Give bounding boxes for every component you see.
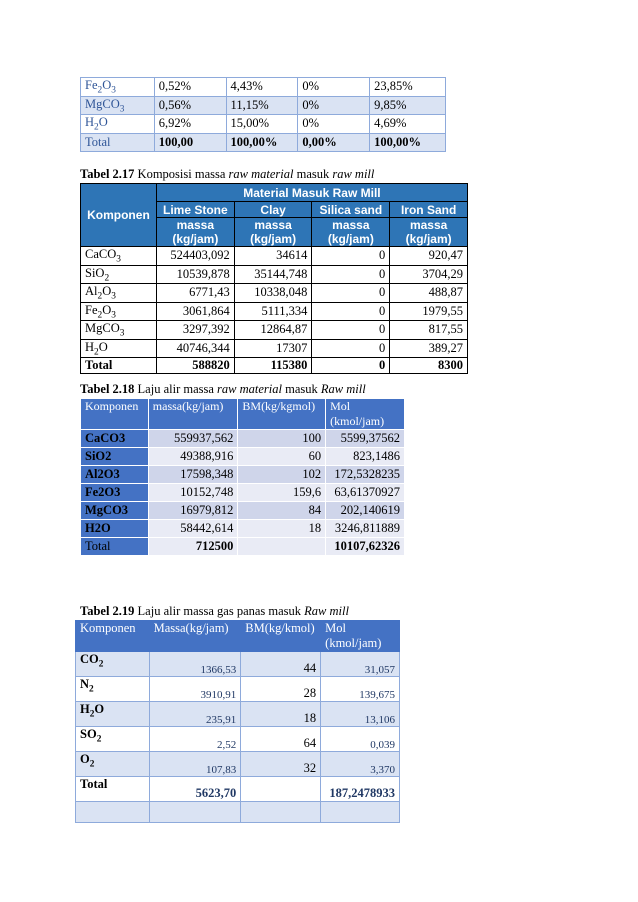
header-cell: Komponen — [76, 621, 150, 652]
cell-value: 823,1486 — [326, 448, 405, 466]
cell-value: 34614 — [234, 247, 312, 266]
cell-value: 4,69% — [370, 115, 446, 134]
cell-value: 58442,614 — [148, 520, 238, 538]
empty-cell — [76, 802, 150, 823]
cell-value: 100,00% — [226, 133, 298, 151]
composition-table-continued — [80, 77, 446, 152]
header-unit: massa (kg/jam) — [390, 218, 468, 247]
cell-value: 100,00 — [154, 133, 226, 151]
row-label: $CO_2$ — [76, 652, 150, 677]
table-row — [81, 302, 468, 321]
empty-cell — [321, 802, 400, 823]
header-row — [81, 399, 405, 430]
cell-value: 9,85% — [370, 96, 446, 115]
table-217 — [80, 183, 468, 374]
table-row — [76, 652, 400, 677]
cell-value: 0% — [298, 78, 370, 97]
table-row — [76, 702, 400, 727]
cell-value: 12864,87 — [234, 321, 312, 340]
row-label: H2O — [81, 520, 149, 538]
cell-value: 559937,562 — [148, 430, 238, 448]
header-unit: massa (kg/jam) — [312, 218, 390, 247]
cell-value: 17307 — [234, 339, 312, 358]
header-material: Clay — [234, 202, 312, 218]
cell-value: 8300 — [390, 358, 468, 374]
row-label: SiO$_2$ — [81, 265, 157, 284]
cell-value: 17598,348 — [148, 466, 238, 484]
table-row — [81, 265, 468, 284]
cell-value: 0 — [312, 284, 390, 303]
row-label: Total — [76, 777, 150, 802]
header-cell: BM(kg/kmol) — [241, 621, 321, 652]
row-label: $O_2$ — [76, 752, 150, 777]
table-row — [81, 247, 468, 266]
cell-value: 40746,344 — [156, 339, 234, 358]
row-label: $Fe_2O_3$ — [81, 302, 157, 321]
cell-value: 389,27 — [390, 339, 468, 358]
cell-value: 3246,811889 — [326, 520, 405, 538]
row-label: $Fe_2O_3$ — [81, 78, 155, 97]
table-row — [81, 502, 405, 520]
header-material: Iron Sand — [390, 202, 468, 218]
cell-value: 202,140619 — [326, 502, 405, 520]
table-218-caption: Tabel 2.18 Laju alir massa raw material masuk Raw mill — [80, 382, 366, 396]
row-label: Total — [81, 133, 155, 151]
table-row — [81, 96, 446, 115]
cell-value: 159,6 — [238, 484, 326, 502]
total-row — [76, 777, 400, 802]
cell-value: 488,87 — [390, 284, 468, 303]
cell-value: 6,92% — [154, 115, 226, 134]
table-row — [81, 484, 405, 502]
cell-value: 3910,91 — [149, 677, 241, 702]
cell-value: 13,106 — [321, 702, 400, 727]
cell-value: 139,675 — [321, 677, 400, 702]
cell-value: 0 — [312, 302, 390, 321]
cell-value: 32 — [241, 752, 321, 777]
table-219 — [75, 620, 400, 823]
cell-value: 11,15% — [226, 96, 298, 115]
header-material: Lime Stone — [156, 202, 234, 218]
row-label: $H_2O$ — [76, 702, 150, 727]
table-row — [81, 284, 468, 303]
row-label: Al2O3 — [81, 466, 149, 484]
cell-value: 107,83 — [149, 752, 241, 777]
cell-value: 5111,334 — [234, 302, 312, 321]
cell-value: 10539,878 — [156, 265, 234, 284]
cell-value: 0 — [312, 339, 390, 358]
cell-value: 10338,048 — [234, 284, 312, 303]
row-label: SiO2 — [81, 448, 149, 466]
cell-value: 3297,392 — [156, 321, 234, 340]
cell-value: 23,85% — [370, 78, 446, 97]
table-row — [76, 677, 400, 702]
header-cell: Mol (kmol/jam) — [321, 621, 400, 652]
table-row — [81, 339, 468, 358]
row-label: $H_2O$ — [81, 339, 157, 358]
table-row — [81, 78, 446, 97]
cell-value: 10152,748 — [148, 484, 238, 502]
row-label: MgCO3 — [81, 502, 149, 520]
row-label: $H_2O$ — [81, 115, 155, 134]
header-cell: Mol (kmol/jam) — [326, 399, 405, 430]
cell-value: 44 — [241, 652, 321, 677]
header-unit: massa (kg/jam) — [156, 218, 234, 247]
cell-value: 1979,55 — [390, 302, 468, 321]
cell-value: 100 — [238, 430, 326, 448]
empty-cell — [241, 802, 321, 823]
cell-value: 0% — [298, 115, 370, 134]
cell-value — [238, 538, 326, 556]
cell-value: 10107,62326 — [326, 538, 405, 556]
cell-value — [241, 777, 321, 802]
header-material-group: Material Masuk Raw Mill — [156, 184, 467, 202]
cell-value: 100,00% — [370, 133, 446, 151]
table-row — [81, 520, 405, 538]
cell-value: 187,2478933 — [321, 777, 400, 802]
cell-value: 3061,864 — [156, 302, 234, 321]
row-label: $SO_2$ — [76, 727, 150, 752]
cell-value: 0 — [312, 265, 390, 284]
cell-value: 588820 — [156, 358, 234, 374]
row-label: $N_2$ — [76, 677, 150, 702]
table-217-caption: Tabel 2.17 Komposisi massa raw material masuk raw mill — [80, 167, 375, 181]
cell-value: 817,55 — [390, 321, 468, 340]
table-218 — [80, 398, 405, 556]
table-row — [81, 430, 405, 448]
cell-value: 0,00% — [298, 133, 370, 151]
cell-value: 3704,29 — [390, 265, 468, 284]
row-label: $Al_2O_3$ — [81, 284, 157, 303]
row-label: CaCO$_3$ — [81, 247, 157, 266]
cell-value: 49388,916 — [148, 448, 238, 466]
cell-value: 0% — [298, 96, 370, 115]
cell-value: 60 — [238, 448, 326, 466]
cell-value: 920,47 — [390, 247, 468, 266]
row-label: MgCO$_3$ — [81, 321, 157, 340]
header-cell: massa(kg/jam) — [148, 399, 238, 430]
table-row — [81, 448, 405, 466]
row-label: MgCO$_3$ — [81, 96, 155, 115]
cell-value: 5623,70 — [149, 777, 241, 802]
cell-value: 28 — [241, 677, 321, 702]
cell-value: 15,00% — [226, 115, 298, 134]
total-row — [81, 538, 405, 556]
row-label: Total — [81, 538, 149, 556]
cell-value: 6771,43 — [156, 284, 234, 303]
total-row — [81, 358, 468, 374]
row-label: Fe2O3 — [81, 484, 149, 502]
header-material: Silica sand — [312, 202, 390, 218]
cell-value: 4,43% — [226, 78, 298, 97]
cell-value: 3,370 — [321, 752, 400, 777]
cell-value: 18 — [238, 520, 326, 538]
cell-value: 0,56% — [154, 96, 226, 115]
cell-value: 0 — [312, 358, 390, 374]
cell-value: 18 — [241, 702, 321, 727]
cell-value: 35144,748 — [234, 265, 312, 284]
row-label: CaCO3 — [81, 430, 149, 448]
header-komponen: Komponen — [81, 184, 157, 247]
table-row — [76, 752, 400, 777]
cell-value: 524403,092 — [156, 247, 234, 266]
cell-value: 0,52% — [154, 78, 226, 97]
cell-value: 172,5328235 — [326, 466, 405, 484]
cell-value: 102 — [238, 466, 326, 484]
empty-row — [76, 802, 400, 823]
cell-value: 63,61370927 — [326, 484, 405, 502]
table-219-caption: Tabel 2.19 Laju alir massa gas panas masuk Raw mill — [80, 604, 349, 618]
cell-value: 64 — [241, 727, 321, 752]
empty-cell — [149, 802, 241, 823]
cell-value: 712500 — [148, 538, 238, 556]
table-row — [81, 321, 468, 340]
cell-value: 2,52 — [149, 727, 241, 752]
table-row — [81, 466, 405, 484]
cell-value: 84 — [238, 502, 326, 520]
cell-value: 0 — [312, 247, 390, 266]
cell-value: 31,057 — [321, 652, 400, 677]
cell-value: 0,039 — [321, 727, 400, 752]
header-unit: massa (kg/jam) — [234, 218, 312, 247]
cell-value: 0 — [312, 321, 390, 340]
header-cell: BM(kg/kgmol) — [238, 399, 326, 430]
cell-value: 1366,53 — [149, 652, 241, 677]
cell-value: 5599,37562 — [326, 430, 405, 448]
row-label: Total — [81, 358, 157, 374]
header-row — [76, 621, 400, 652]
header-cell: Massa(kg/jam) — [149, 621, 241, 652]
table-row — [81, 133, 446, 151]
table-row — [81, 115, 446, 134]
cell-value: 16979,812 — [148, 502, 238, 520]
table-row — [76, 727, 400, 752]
cell-value: 115380 — [234, 358, 312, 374]
header-cell: Komponen — [81, 399, 149, 430]
cell-value: 235,91 — [149, 702, 241, 727]
